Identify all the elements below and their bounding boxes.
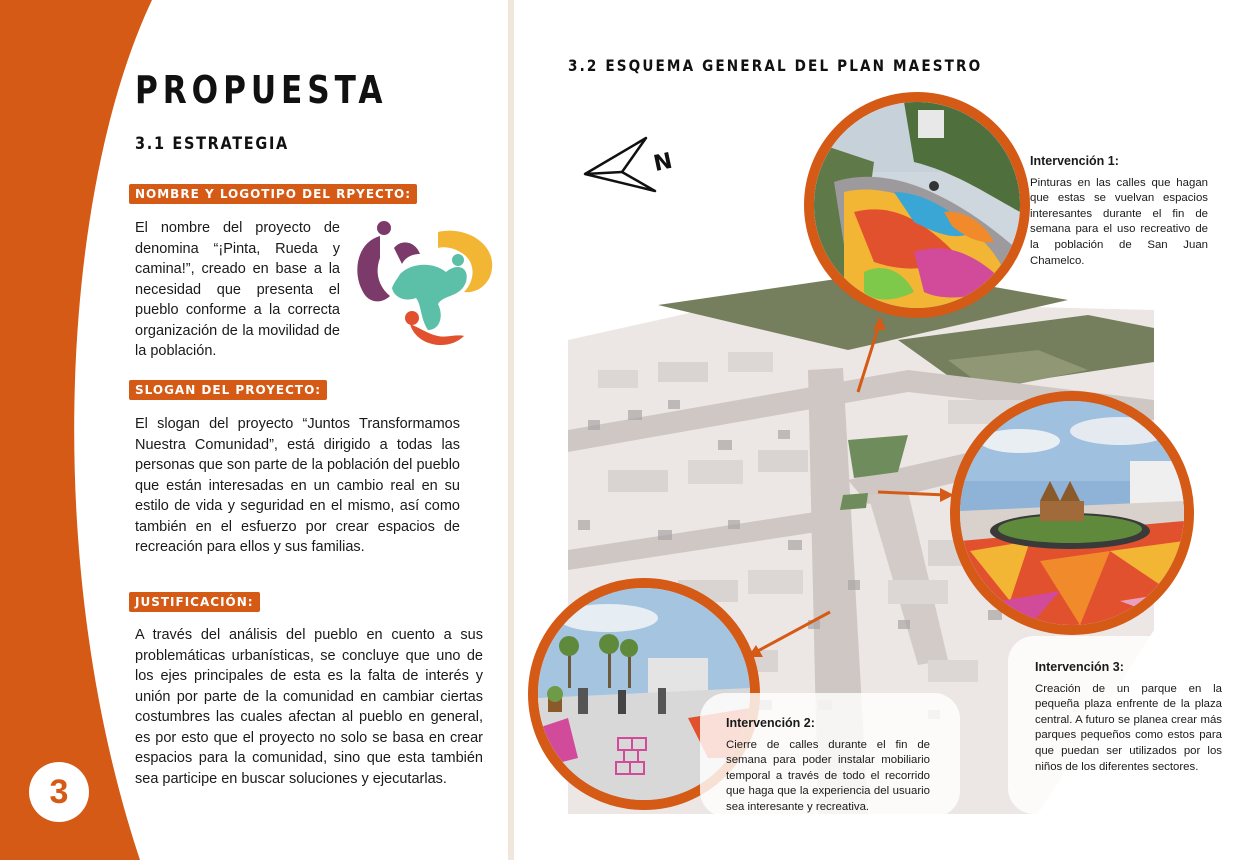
- intervention-1-title: Intervención 1:: [1030, 154, 1119, 168]
- intervention-1-note: [1030, 154, 1208, 269]
- justification-paragraph: A través del análisis del pueblo en cuento a sus problemáticas urbanísticas, se concluye que uno de los ejes principales de esta es la falta de interés y unión por parte de la comunidad en cambiar ciertas costumbres las cuales afectan al pueblo en general, es por esto que el proyecto no solo se basa en crear espacios para la comunidad, sino que esta también sea participe en buscar soluciones y ejecutarlas.: [135, 627, 483, 787]
- intervention-3-text: Creación de un parque en la pequeña plaza enfrente de la plaza central. A futuro se planea crear más parques pequeños como estos para que puedan ser utilizados por los niños de los diferentes sectores.: [1035, 682, 1222, 773]
- name-logo-paragraph: El nombre del proyecto de denomina “¡Pinta, Rueda y camina!”, creado en base a la necesidad que presenta el pueblo conforme a la correcta organización de la movilidad de la población.: [135, 220, 340, 359]
- intervention-1-photo: [804, 92, 1030, 318]
- slogan-paragraph: El slogan del proyecto “Juntos Transformamos Nuestra Comunidad”, está dirigido a todas las personas que son parte de la población del pueblo que están interesadas en un cambio real en su estilo de vida y seguridad en el mismo, así como también en el esfuerzo por crear espacios de recreación para ellos y sus familias.: [135, 416, 460, 555]
- page-number: 3: [29, 762, 89, 822]
- intervention-2-text: Cierre de calles durante el fin de semana para poder instalar mobiliario temporal a través de todo el recorrido que haga que la experiencia del usuario sea interesante y recreativa.: [726, 738, 930, 813]
- intervention-3-photo: [950, 391, 1194, 635]
- intervention-3-title: Intervención 3:: [1035, 660, 1124, 674]
- intervention-2-title: Intervención 2:: [726, 716, 815, 730]
- intervention-2-note: [726, 716, 930, 816]
- intervention-3-note: [1035, 660, 1222, 775]
- page-title: PROPUESTA: [135, 68, 388, 112]
- section-tag-name-logo: NOMBRE Y LOGOTIPO DEL RPYECTO:: [129, 184, 417, 204]
- north-label: N: [651, 148, 675, 177]
- section-subtitle: 3.1 ESTRATEGIA: [135, 134, 289, 154]
- intervention-1-text: Pinturas en las calles que hagan que estas se vuelvan espacios interesantes durante el fin de semana para el uso recreativo de la población de San Juan Chamelco.: [1030, 176, 1208, 267]
- project-logo: [350, 218, 500, 356]
- master-plan-title: 3.2 ESQUEMA GENERAL DEL PLAN MAESTRO: [568, 56, 983, 75]
- north-arrow-icon: [580, 134, 675, 196]
- section-tag-justification: JUSTIFICACIÓN:: [129, 592, 260, 612]
- left-page: [0, 0, 508, 860]
- section-tag-slogan: SLOGAN DEL PROYECTO:: [129, 380, 327, 400]
